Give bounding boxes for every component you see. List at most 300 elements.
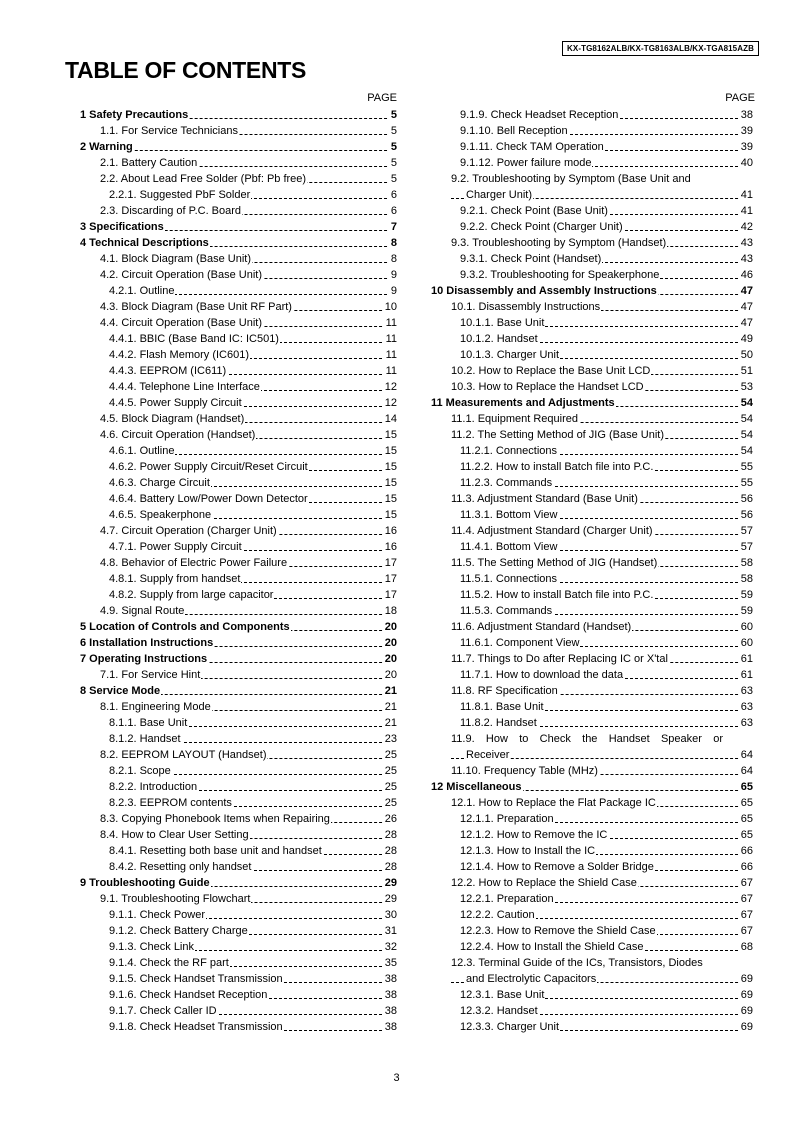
- toc-entry[interactable]: [431, 987, 753, 1003]
- toc-page-number: 21: [384, 717, 397, 729]
- toc-entry[interactable]: [80, 747, 397, 763]
- toc-entry-label-continued: Charger Unit): [466, 189, 533, 201]
- toc-entry[interactable]: [80, 507, 397, 523]
- toc-entry[interactable]: [80, 475, 397, 491]
- toc-page-number: 65: [740, 829, 753, 841]
- toc-page-number: 30: [384, 909, 397, 921]
- toc-entry-label: 12 Miscellaneous: [431, 781, 522, 793]
- toc-entry-label: 9.1.9. Check Headset Reception: [460, 109, 619, 121]
- toc-entry-label: 12.1.2. How to Remove the IC: [460, 829, 608, 841]
- toc-entry[interactable]: [80, 779, 397, 795]
- toc-entry-label: 8 Service Mode: [80, 685, 161, 697]
- toc-page-number: 5: [390, 141, 397, 153]
- toc-entry[interactable]: [80, 539, 397, 555]
- toc-page-number: 65: [740, 813, 753, 825]
- toc-page-number: 5: [390, 125, 397, 137]
- toc-page-number: 43: [740, 253, 753, 265]
- toc-entry[interactable]: [431, 523, 753, 539]
- toc-entry[interactable]: [80, 427, 397, 443]
- toc-page-number: 58: [740, 573, 753, 585]
- toc-page-number: 16: [384, 525, 397, 537]
- toc-entry-label: 9.1.10. Bell Reception: [460, 125, 568, 137]
- toc-page-number: 54: [740, 429, 753, 441]
- toc-page-number: 9: [390, 269, 397, 281]
- toc-entry[interactable]: [80, 843, 397, 859]
- toc-entry[interactable]: [80, 107, 397, 123]
- toc-entry[interactable]: [80, 859, 397, 875]
- toc-page-number: 47: [740, 317, 753, 329]
- toc-entry-label: 4.8. Behavior of Electric Power Failure: [100, 557, 288, 569]
- toc-entry-label: 12.3. Terminal Guide of the ICs, Transistors, Diodes: [451, 957, 703, 969]
- toc-entry[interactable]: [80, 283, 397, 299]
- toc-entry-label: 11.4. Adjustment Standard (Charger Unit): [451, 525, 653, 537]
- toc-page-number: 56: [740, 493, 753, 505]
- toc-page-number: 20: [384, 653, 397, 665]
- toc-entry[interactable]: [80, 891, 397, 907]
- toc-entry[interactable]: [80, 235, 397, 251]
- toc-entry-label: 4.6.1. Outline: [109, 445, 175, 457]
- toc-entry-label: 10.2. How to Replace the Base Unit LCD: [451, 365, 651, 377]
- toc-entry[interactable]: [431, 283, 753, 299]
- toc-page-number: 57: [740, 541, 753, 553]
- toc-entry[interactable]: [431, 619, 753, 635]
- toc-entry-label: 9.1.1. Check Power: [109, 909, 205, 921]
- toc-entry-label: 11.10. Frequency Table (MHz): [451, 765, 598, 777]
- toc-page-number: 49: [740, 333, 753, 345]
- toc-page-number: 15: [384, 509, 397, 521]
- toc-entry-label: 9.3.2. Troubleshooting for Speakerphone: [460, 269, 660, 281]
- toc-page-number: 63: [740, 685, 753, 697]
- toc-entry-label: 9.1.4. Check the RF part: [109, 957, 229, 969]
- toc-entry[interactable]: [80, 907, 397, 923]
- toc-page-number: 12: [384, 381, 397, 393]
- toc-entry-label: 4.4.3. EEPROM (IC611): [109, 365, 227, 377]
- toc-entry[interactable]: [431, 299, 753, 315]
- toc-entry-label: 11.8. RF Specification: [451, 685, 558, 697]
- toc-entry-label: 11.7.1. How to download the data: [460, 669, 624, 681]
- toc-entry-label: 11.3.1. Bottom View: [460, 509, 558, 521]
- toc-entry[interactable]: [80, 731, 397, 747]
- toc-entry-label: 8.4.2. Resetting only handset: [109, 861, 252, 873]
- toc-page-number: 18: [384, 605, 397, 617]
- toc-entry-label: 4.2.1. Outline: [109, 285, 175, 297]
- toc-entry-label: 4.8.1. Supply from handset: [109, 573, 241, 585]
- toc-entry[interactable]: [431, 507, 753, 523]
- toc-page-number: 39: [740, 125, 753, 137]
- toc-right-column: [431, 107, 753, 1035]
- toc-page-number: 64: [740, 749, 753, 761]
- toc-entry-label: 12.3.3. Charger Unit: [460, 1021, 560, 1033]
- toc-entry[interactable]: [431, 491, 753, 507]
- toc-entry-label: 9 Troubleshooting Guide: [80, 877, 210, 889]
- toc-entry-label: 9.1.7. Check Caller ID: [109, 1005, 217, 1017]
- toc-page-number: 65: [740, 797, 753, 809]
- page-number: 3: [393, 1072, 400, 1084]
- toc-entry[interactable]: [80, 555, 397, 571]
- toc-page-number: 26: [384, 813, 397, 825]
- toc-entry-label: 4.6.4. Battery Low/Power Down Detector: [109, 493, 308, 505]
- toc-entry-label: 12.1.4. How to Remove a Solder Bridge: [460, 861, 654, 873]
- toc-entry-label: 11.8.1. Base Unit: [460, 701, 544, 713]
- toc-entry[interactable]: [431, 891, 753, 907]
- toc-entry-label: 11.2.1. Connections: [460, 445, 558, 457]
- toc-entry-label: 11.8.2. Handset: [460, 717, 537, 729]
- toc-entry[interactable]: [431, 795, 753, 811]
- toc-entry-label: 4.4.2. Flash Memory (IC601): [109, 349, 249, 361]
- toc-entry-label: 8.2.2. Introduction: [109, 781, 198, 793]
- toc-entry-label: 12.3.2. Handset: [460, 1005, 538, 1017]
- toc-entry[interactable]: [80, 715, 397, 731]
- toc-entry-label: 4.4.1. BBIC (Base Band IC: IC501): [109, 333, 279, 345]
- toc-page-number: 21: [384, 701, 397, 713]
- toc-entry[interactable]: [431, 955, 753, 987]
- toc-page-number: 17: [384, 557, 397, 569]
- toc-entry[interactable]: [431, 331, 753, 347]
- toc-page-number: 67: [740, 909, 753, 921]
- toc-entry-label: 8.2.1. Scope: [109, 765, 171, 777]
- toc-entry[interactable]: [431, 443, 753, 459]
- toc-entry-label: 11.7. Things to Do after Replacing IC or X'tal: [451, 653, 668, 665]
- toc-entry-label: 10.1.2. Handset: [460, 333, 538, 345]
- page-title: TABLE OF CONTENTS: [65, 57, 307, 83]
- toc-entry[interactable]: [80, 155, 397, 171]
- toc-entry[interactable]: [431, 555, 753, 571]
- toc-entry-label: 4.4. Circuit Operation (Base Unit): [100, 317, 263, 329]
- toc-page-number: 10: [384, 301, 397, 313]
- toc-page-number: 59: [740, 605, 753, 617]
- toc-entry[interactable]: [80, 635, 397, 651]
- toc-page-number: 8: [390, 253, 397, 265]
- toc-page-number: 17: [384, 589, 397, 601]
- toc-page-number: 51: [740, 365, 753, 377]
- toc-entry[interactable]: [431, 923, 753, 939]
- toc-entry[interactable]: [80, 619, 397, 635]
- toc-entry[interactable]: [80, 411, 397, 427]
- toc-entry-label: 8.4. How to Clear User Setting: [100, 829, 249, 841]
- toc-entry[interactable]: [80, 923, 397, 939]
- toc-page-number: 7: [390, 221, 397, 233]
- toc-entry-label: 10.1.3. Charger Unit: [460, 349, 560, 361]
- toc-page-number: 38: [384, 1021, 397, 1033]
- toc-entry-label: 11.3. Adjustment Standard (Base Unit): [451, 493, 638, 505]
- toc-entry[interactable]: [80, 331, 397, 347]
- toc-entry[interactable]: [80, 251, 397, 267]
- toc-page-number: 57: [740, 525, 753, 537]
- toc-entry[interactable]: [431, 651, 753, 667]
- toc-entry[interactable]: [431, 827, 753, 843]
- toc-entry[interactable]: [80, 827, 397, 843]
- toc-entry-label: 7.1. For Service Hint: [100, 669, 201, 681]
- toc-page-number: 69: [740, 1005, 753, 1017]
- toc-entry[interactable]: [80, 875, 397, 891]
- toc-entry-label: 3 Specifications: [80, 221, 164, 233]
- toc-page-number: 5: [390, 157, 397, 169]
- toc-entry-label: 9.1.2. Check Battery Charge: [109, 925, 248, 937]
- toc-entry-label: 2.2.1. Suggested PbF Solder: [109, 189, 251, 201]
- toc-page-number: 63: [740, 717, 753, 729]
- toc-entry-label: 10.3. How to Replace the Handset LCD: [451, 381, 644, 393]
- toc-entry[interactable]: [431, 843, 753, 859]
- toc-entry-label: 12.1.1. Preparation: [460, 813, 554, 825]
- toc-page-number: 6: [390, 189, 397, 201]
- toc-page-number: 56: [740, 509, 753, 521]
- toc-entry-label: 8.1. Engineering Mode: [100, 701, 211, 713]
- toc-page-number: 66: [740, 861, 753, 873]
- toc-entry-label: 12.1. How to Replace the Flat Package IC: [451, 797, 656, 809]
- toc-page-number: 55: [740, 461, 753, 473]
- toc-entry-label: 4.6. Circuit Operation (Handset): [100, 429, 256, 441]
- toc-entry-label: 2 Warning: [80, 141, 133, 153]
- toc-page-number: 55: [740, 477, 753, 489]
- toc-page-number: 40: [740, 157, 753, 169]
- toc-entry-label: 11.1. Equipment Required: [451, 413, 578, 425]
- toc-page-number: 29: [384, 893, 397, 905]
- toc-entry[interactable]: [80, 187, 397, 203]
- toc-entry-label: 5 Location of Controls and Components: [80, 621, 290, 633]
- toc-entry-label: 4.7.1. Power Supply Circuit: [109, 541, 242, 553]
- toc-entry-label: 10 Disassembly and Assembly Instructions: [431, 285, 657, 297]
- toc-entry-label-continued: Receiver: [466, 749, 510, 761]
- toc-entry[interactable]: [80, 139, 397, 155]
- toc-page-number: 38: [384, 973, 397, 985]
- toc-entry[interactable]: [80, 1019, 397, 1035]
- toc-page-number: 23: [384, 733, 397, 745]
- toc-entry[interactable]: [431, 123, 753, 139]
- toc-entry-label: 4.6.2. Power Supply Circuit/Reset Circuit: [109, 461, 308, 473]
- toc-entry[interactable]: [80, 651, 397, 667]
- toc-entry[interactable]: [80, 315, 397, 331]
- toc-entry-label: 1 Safety Precautions: [80, 109, 189, 121]
- toc-page-number: 38: [384, 1005, 397, 1017]
- toc-entry-label: 11.5. The Setting Method of JIG (Handset): [451, 557, 658, 569]
- toc-entry[interactable]: [80, 1003, 397, 1019]
- toc-entry-label: 2.3. Discarding of P.C. Board: [100, 205, 242, 217]
- toc-entry[interactable]: [80, 683, 397, 699]
- toc-entry[interactable]: [431, 571, 753, 587]
- toc-page-number: 60: [740, 637, 753, 649]
- toc-entry-label: 4.6.3. Charge Circuit: [109, 477, 210, 489]
- toc-entry[interactable]: [431, 139, 753, 155]
- toc-entry-label: 12.2.1. Preparation: [460, 893, 554, 905]
- toc-page-number: 53: [740, 381, 753, 393]
- toc-entry[interactable]: [431, 315, 753, 331]
- toc-entry-label: 4.8.2. Supply from large capacitor: [109, 589, 274, 601]
- toc-entry[interactable]: [431, 667, 753, 683]
- toc-entry[interactable]: [431, 379, 753, 395]
- toc-entry[interactable]: [431, 939, 753, 955]
- toc-entry[interactable]: [431, 1003, 753, 1019]
- toc-entry[interactable]: [431, 395, 753, 411]
- toc-entry-label: 12.2.2. Caution: [460, 909, 535, 921]
- toc-entry[interactable]: [431, 635, 753, 651]
- toc-entry[interactable]: [431, 875, 753, 891]
- toc-page-number: 9: [390, 285, 397, 297]
- toc-page-number: 39: [740, 141, 753, 153]
- toc-page-number: 28: [384, 861, 397, 873]
- toc-page-number: 41: [740, 205, 753, 217]
- toc-entry[interactable]: [80, 603, 397, 619]
- toc-entry[interactable]: [80, 971, 397, 987]
- toc-page-number: 60: [740, 621, 753, 633]
- toc-entry[interactable]: [431, 155, 753, 171]
- toc-entry[interactable]: [80, 203, 397, 219]
- toc-page-number: 15: [384, 461, 397, 473]
- toc-entry[interactable]: [80, 523, 397, 539]
- toc-entry-label: 11.6. Adjustment Standard (Handset): [451, 621, 632, 633]
- toc-page-number: 20: [384, 621, 397, 633]
- toc-left-column: [80, 107, 397, 1035]
- toc-page-number: 43: [740, 237, 753, 249]
- toc-entry-label: 4.5. Block Diagram (Handset): [100, 413, 245, 425]
- toc-entry[interactable]: [80, 459, 397, 475]
- toc-entry-label: 9.1. Troubleshooting Flowchart: [100, 893, 251, 905]
- toc-entry-label: 4.4.5. Power Supply Circuit: [109, 397, 242, 409]
- toc-entry-label: 9.1.11. Check TAM Operation: [460, 141, 604, 153]
- toc-entry[interactable]: [431, 587, 753, 603]
- toc-entry-label: 4.9. Signal Route: [100, 605, 185, 617]
- toc-entry-label: 9.1.8. Check Headset Transmission: [109, 1021, 283, 1033]
- toc-entry-label: 9.1.12. Power failure mode: [460, 157, 592, 169]
- toc-entry[interactable]: [431, 411, 753, 427]
- toc-entry-label: 10.1. Disassembly Instructions: [451, 301, 601, 313]
- toc-page-number: 11: [385, 365, 397, 377]
- toc-entry-label: 9.1.6. Check Handset Reception: [109, 989, 268, 1001]
- toc-entry-label: 11 Measurements and Adjustments: [431, 397, 615, 409]
- toc-entry[interactable]: [80, 763, 397, 779]
- toc-entry-label: 8.4.1. Resetting both base unit and handset: [109, 845, 322, 857]
- toc-entry[interactable]: [431, 219, 753, 235]
- toc-page-number: 17: [384, 573, 397, 585]
- toc-entry-label: 10.1.1. Base Unit: [460, 317, 545, 329]
- toc-entry-label: 11.2. The Setting Method of JIG (Base Unit): [451, 429, 664, 441]
- toc-entry-label: 11.5.2. How to install Batch file into P.C.: [460, 589, 654, 601]
- toc-entry[interactable]: [431, 1019, 753, 1035]
- toc-entry[interactable]: [431, 267, 753, 283]
- toc-entry[interactable]: [431, 475, 753, 491]
- toc-page-number: 61: [740, 653, 753, 665]
- toc-entry[interactable]: [80, 939, 397, 955]
- page-column-label-left: PAGE: [367, 92, 397, 104]
- toc-entry[interactable]: [431, 731, 753, 763]
- toc-entry[interactable]: [80, 347, 397, 363]
- toc-entry[interactable]: [431, 811, 753, 827]
- model-number-box: KX-TG8162ALB/KX-TG8163ALB/KX-TGA815AZB: [562, 41, 759, 56]
- toc-entry[interactable]: [431, 235, 753, 251]
- toc-page-number: 5: [390, 173, 397, 185]
- toc-entry[interactable]: [80, 123, 397, 139]
- toc-entry[interactable]: [80, 699, 397, 715]
- toc-entry[interactable]: [80, 811, 397, 827]
- toc-entry[interactable]: [431, 251, 753, 267]
- toc-entry[interactable]: [80, 987, 397, 1003]
- toc-page-number: 65: [740, 781, 753, 793]
- toc-entry[interactable]: [431, 203, 753, 219]
- toc-page-number: 32: [384, 941, 397, 953]
- toc-entry-label: 12.2. How to Replace the Shield Case: [451, 877, 637, 889]
- toc-entry-label: 4.7. Circuit Operation (Charger Unit): [100, 525, 277, 537]
- toc-entry[interactable]: [80, 795, 397, 811]
- toc-entry[interactable]: [80, 587, 397, 603]
- toc-entry-label: 4.3. Block Diagram (Base Unit RF Part): [100, 301, 292, 313]
- toc-page-number: 8: [390, 237, 397, 249]
- toc-page-number: 15: [384, 429, 397, 441]
- toc-page-number: 6: [390, 205, 397, 217]
- toc-page-number: 46: [740, 269, 753, 281]
- toc-entry-label: 4.4.4. Telephone Line Interface: [109, 381, 260, 393]
- toc-page-number: 25: [384, 797, 397, 809]
- toc-page-number: 67: [740, 877, 753, 889]
- toc-entry[interactable]: [431, 683, 753, 699]
- toc-page-number: 15: [384, 445, 397, 457]
- toc-page-number: 66: [740, 845, 753, 857]
- toc-entry[interactable]: [80, 395, 397, 411]
- toc-entry-label: 11.4.1. Bottom View: [460, 541, 558, 553]
- toc-entry[interactable]: [80, 299, 397, 315]
- toc-entry-label: 11.2.3. Commands: [460, 477, 553, 489]
- toc-entry-label: 9.3. Troubleshooting by Symptom (Handset): [451, 237, 667, 249]
- toc-page-number: 63: [740, 701, 753, 713]
- toc-page-number: 15: [384, 477, 397, 489]
- toc-entry[interactable]: [431, 699, 753, 715]
- toc-entry[interactable]: [80, 667, 397, 683]
- toc-entry[interactable]: [431, 539, 753, 555]
- toc-page-number: 47: [740, 301, 753, 313]
- toc-entry[interactable]: [80, 267, 397, 283]
- toc-entry[interactable]: [80, 571, 397, 587]
- toc-entry[interactable]: [80, 491, 397, 507]
- toc-entry[interactable]: [431, 907, 753, 923]
- toc-entry-label: 12.3.1. Base Unit: [460, 989, 545, 1001]
- toc-entry[interactable]: [80, 219, 397, 235]
- toc-page-number: 69: [740, 989, 753, 1001]
- toc-entry[interactable]: [431, 603, 753, 619]
- toc-entry-label: 12.2.4. How to Install the Shield Case: [460, 941, 644, 953]
- toc-page-number: 38: [384, 989, 397, 1001]
- toc-entry[interactable]: [80, 443, 397, 459]
- toc-entry-label: 11.5.1. Connections: [460, 573, 558, 585]
- toc-page-number: 42: [740, 221, 753, 233]
- toc-entry[interactable]: [431, 347, 753, 363]
- toc-entry[interactable]: [431, 427, 753, 443]
- toc-entry[interactable]: [80, 379, 397, 395]
- toc-entry[interactable]: [80, 363, 397, 379]
- toc-entry-label: 4.1. Block Diagram (Base Unit): [100, 253, 251, 265]
- toc-entry[interactable]: [431, 459, 753, 475]
- toc-page-number: 54: [740, 397, 753, 409]
- toc-page-number: 20: [384, 637, 397, 649]
- toc-entry-label-continued: and Electrolytic Capacitors: [466, 973, 597, 985]
- toc-entry[interactable]: [431, 715, 753, 731]
- toc-entry[interactable]: [80, 955, 397, 971]
- toc-entry[interactable]: [431, 171, 753, 203]
- toc-page-number: 47: [740, 285, 753, 297]
- toc-entry[interactable]: [431, 107, 753, 123]
- toc-entry-label: 8.2. EEPROM LAYOUT (Handset): [100, 749, 267, 761]
- toc-entry[interactable]: [80, 171, 397, 187]
- toc-entry-label: 8.1.2. Handset: [109, 733, 181, 745]
- toc-page-number: 25: [384, 749, 397, 761]
- toc-entry-label: 11.6.1. Component View: [460, 637, 580, 649]
- toc-page-number: 5: [390, 109, 397, 121]
- toc-page-number: 41: [740, 189, 753, 201]
- toc-entry[interactable]: [431, 859, 753, 875]
- toc-entry-label: 6 Installation Instructions: [80, 637, 214, 649]
- toc-entry[interactable]: [431, 779, 753, 795]
- toc-entry-label: 1.1. For Service Technicians: [100, 125, 238, 137]
- toc-entry[interactable]: [431, 763, 753, 779]
- toc-entry-label: 9.2.1. Check Point (Base Unit): [460, 205, 608, 217]
- toc-entry[interactable]: [431, 363, 753, 379]
